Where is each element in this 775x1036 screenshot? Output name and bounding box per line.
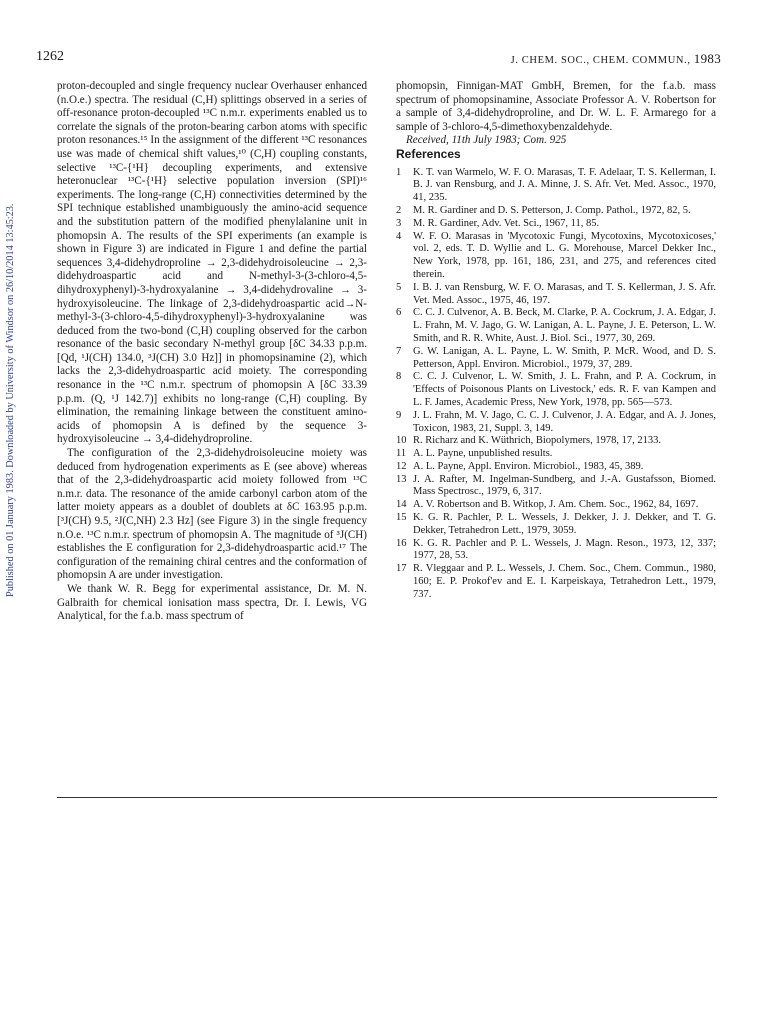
reference-item (396, 218, 716, 231)
reference-number: 6 (396, 307, 402, 319)
reference-text: R. Vleggaar and P. L. Wessels, J. Chem. Soc., Chem. Commun., 1980, 160; E. P. Prokof'ev and E. I. Karpeiskaya, Tetrahedron Lett., 1979, 737. (413, 563, 716, 600)
publication-watermark[interactable]: Published on 01 January 1983. Downloaded by University of Windsor on 26/10/2014 13:45:23. (5, 203, 16, 597)
body-paragraph: proton-decoupled and single frequency nuclear Overhauser enhanced (n.O.e.) spectra. The residual (C,H) splittings observed in a series of off-resonance proton-decoupled ¹³C n.m.r. experiments enabled us to correlate the signals of the proton-bearing carbon atoms with specific proton resonances.¹⁵ In the assignment of the different ¹³C resonances use was made of chemical shift values,¹⁰ (C,H) coupling constants, selective ¹³C-{¹H} decoupling experiments, and extensive heteronuclear ¹³C-{¹H} selective population inversion (SPI)¹⁶ experiments. The long-range (C,H) connectivities determined by the SPI technique established unambiguously the amino-acid sequence and the substitution pattern of the modified phenylalanine unit in phomopsin A. The results of the SPI experiments (an example is shown in Figure 3) are indicated in Figure 1 and define the partial sequences 3,4-didehydroproline → 2,3-didehydroisoleucine → 2,3-didehydroaspartic acid and N-methyl-3-(3-chloro-4,5-dihydroxyphenyl)-3-hydroxyalanine → 3,4-didehydrovaline → 3-hydroxyisoleucine. The linkage of 2,3-didehydroaspartic acid→N-methyl-3-(3-chloro-4,5-dihydroxyphenyl)-3-hydroxyalanine was deduced from the two-bond (C,H) coupling observed for the carbon resonance of the basic secondary N-methyl group [δC 34.33 p.p.m. [Qd, ¹J(CH) 134.0, ³J(CH) 3.0 Hz]] in phomopsinamine (2), which lacks the 2,3-didehydroaspartic acid moiety. The corresponding resonance in the ¹³C n.m.r. spectrum of phomopsin A [δC 33.39 p.p.m. (Q, ¹J 142.7)] exhibits no long-range (C,H) coupling. By elimination, the remaining linkage between the constituent amino-acids of phomopsin A is defined by the sequence 3-hydroxyisoleucine → 3,4-didehydroproline. (57, 80, 367, 446)
reference-number: 17 (396, 563, 407, 575)
reference-item (396, 448, 716, 461)
reference-text: W. F. O. Marasas in 'Mycotoxic Fungi, Mycotoxins, Mycotoxicoses,' vol. 2, eds. T. D. Wyllie and L. G. Morehouse, Marcel Dekker Inc., New York, 1978, pp. 161, 186, 231, and 275, and references cited therein. (413, 230, 716, 280)
reference-item (396, 282, 716, 308)
reference-text: I. B. J. van Rensburg, W. F. O. Marasas, and T. S. Kellerman, J. S. Afr. Vet. Med. Assoc., 1975, 46, 197. (413, 281, 716, 306)
reference-text: M. R. Gardiner, Adv. Vet. Sci., 1967, 11, 85. (413, 217, 600, 229)
reference-number: 5 (396, 281, 402, 293)
reference-number: 13 (396, 473, 407, 485)
reference-number: 1 (396, 166, 402, 178)
reference-item (396, 538, 716, 564)
reference-text: C. C. J. Culvenor, A. B. Beck, M. Clarke, P. A. Cockrum, J. A. Edgar, J. L. Frahn, M. V. Jago, G. W. Lanigan, A. L. Payne, J. E. Peterson, L. W. Smith, and R. R. White, Aust. J. Biol. Sci., 1977, 30, 269. (413, 307, 716, 344)
reference-item (396, 512, 716, 538)
reference-item (396, 461, 716, 474)
reference-number: 4 (396, 230, 402, 242)
page-number: 1262 (36, 49, 64, 64)
reference-text: A. L. Payne, Appl. Environ. Microbiol., 1983, 45, 389. (413, 460, 644, 472)
reference-item (396, 410, 716, 436)
reference-text: K. G. R. Pachler and P. L. Wessels, J. Magn. Reson., 1973, 12, 337; 1977, 28, 53. (413, 537, 716, 562)
reference-number: 3 (396, 217, 402, 229)
reference-item (396, 371, 716, 409)
reference-item (396, 346, 716, 372)
reference-item (396, 167, 716, 205)
reference-number: 11 (396, 448, 407, 460)
body-paragraph: We thank W. R. Begg for experimental assistance, Dr. M. N. Galbraith for chemical ionisation mass spectra, Dr. I. Lewis, VG Analytical, for the f.a.b. mass spectrum of (57, 582, 367, 623)
left-column (57, 80, 367, 624)
reference-text: K. T. van Warmelo, W. F. O. Marasas, T. F. Adelaar, T. S. Kellerman, I. B. J. van Rensburg, and J. A. Minne, J. S. Afr. Vet. Med. Assoc., 1970, 41, 235. (413, 166, 716, 204)
reference-number: 7 (396, 345, 402, 357)
page-divider (57, 797, 717, 798)
reference-item (396, 435, 716, 448)
reference-text: M. R. Gardiner and D. S. Petterson, J. Comp. Pathol., 1972, 82, 5. (413, 204, 691, 216)
journal-title: J. CHEM. SOC., CHEM. COMMUN., (510, 55, 691, 66)
reference-number: 14 (396, 499, 407, 511)
reference-text: G. W. Lanigan, A. L. Payne, L. W. Smith, P. McR. Wood, and D. S. Petterson, Appl. Environ. Microbiol., 1979, 37, 289. (413, 345, 716, 370)
reference-number: 2 (396, 204, 402, 216)
reference-text: J. L. Frahn, M. V. Jago, C. C. J. Culvenor, J. A. Edgar, and A. J. Jones, Toxicon, 1983, 21, Suppl. 3, 149. (413, 409, 716, 434)
reference-text: A. L. Payne, unpublished results. (413, 448, 553, 460)
reference-item (396, 499, 716, 512)
reference-number: 9 (396, 409, 402, 421)
reference-number: 16 (396, 537, 407, 549)
reference-number: 8 (396, 371, 402, 383)
acknowledgement-paragraph: phomopsin, Finnigan-MAT GmbH, Bremen, for the f.a.b. mass spectrum of phomopsinamine, Associate Professor A. V. Robertson for a sample of 3,4-didehydroproline, and Dr. W. L. F. Armarego for a sample of 3-chloro-4,5-dimethoxybenzaldehyde. (396, 80, 716, 133)
received-date: Received, 11th July 1983; Com. 925 (406, 134, 567, 147)
right-column (396, 80, 716, 602)
reference-number: 12 (396, 460, 407, 472)
journal-header (511, 51, 721, 67)
reference-item (396, 474, 716, 500)
journal-year: 1983 (693, 51, 721, 66)
reference-item (396, 307, 716, 345)
reference-list (396, 167, 716, 602)
reference-text: A. V. Robertson and B. Witkop, J. Am. Chem. Soc., 1962, 84, 1697. (413, 499, 699, 511)
reference-item (396, 231, 716, 282)
reference-text: R. Richarz and K. Wüthrich, Biopolymers, 1978, 17, 2133. (413, 435, 661, 447)
reference-number: 15 (396, 512, 407, 524)
reference-item (396, 563, 716, 601)
reference-text: C. C. J. Culvenor, L. W. Smith, J. L. Frahn, and P. A. Cockrum, in 'Effects of Poisonous Plants on Livestock,' eds. R. F. van Kampen and L. F. James, Academic Press, New York, 1978, pp. 565—573. (413, 371, 716, 408)
body-paragraph: The configuration of the 2,3-didehydroisoleucine moiety was deduced from hydrogenation experiments as E (see above) whereas that of the 2,3-didehydroaspartic acid moiety followed from ¹³C n.m.r. data. The resonance of the amide carbonyl carbon atom of the latter moiety appears as a doublet of doublets at δC 163.95 p.p.m. [³J(CH) 9.5, ²J(C,NH) 2.3 Hz] (see Figure 3) in the single frequency n.O.e. ¹³C n.m.r. spectrum of phomopsin A. The magnitude of ³J(CH) establishes the E configuration for 2,3-didehydroaspartic acid.¹⁷ The configuration of the remaining chiral centres and the conformation of phomopsin A are under investigation. (57, 447, 367, 582)
reference-item (396, 205, 716, 218)
references-heading: References (396, 146, 461, 161)
reference-text: K. G. R. Pachler, P. L. Wessels, J. Dekker, J. J. Dekker, and T. G. Dekker, Tetrahedron Lett., 1979, 3059. (413, 512, 716, 536)
reference-number: 10 (396, 435, 407, 447)
reference-text: J. A. Rafter, M. Ingelman-Sundberg, and J.-A. Gustafsson, Biomed. Mass Spectrosc., 1979, 6, 317. (413, 473, 716, 498)
